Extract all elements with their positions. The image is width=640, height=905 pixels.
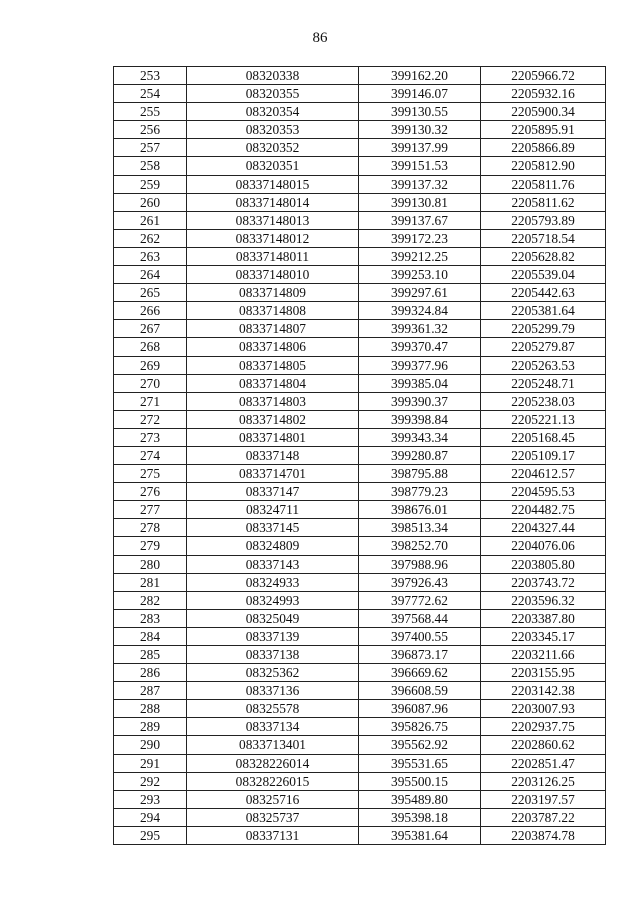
- x-coordinate-cell: 399151.53: [359, 157, 481, 175]
- row-number-cell: 277: [114, 501, 187, 519]
- y-coordinate-cell: 2205793.89: [481, 211, 606, 229]
- point-id-cell: 08320338: [187, 67, 359, 85]
- point-id-cell: 08324933: [187, 573, 359, 591]
- x-coordinate-cell: 397772.62: [359, 591, 481, 609]
- row-number-cell: 275: [114, 465, 187, 483]
- point-id-cell: 08320352: [187, 139, 359, 157]
- table-row: [114, 193, 606, 211]
- y-coordinate-cell: 2205238.03: [481, 392, 606, 410]
- table-row: [114, 446, 606, 464]
- table-row: [114, 573, 606, 591]
- table-row: [114, 555, 606, 573]
- x-coordinate-cell: 399172.23: [359, 229, 481, 247]
- table-row: [114, 537, 606, 555]
- table-row: [114, 103, 606, 121]
- y-coordinate-cell: 2205900.34: [481, 103, 606, 121]
- row-number-cell: 261: [114, 211, 187, 229]
- point-id-cell: 08320353: [187, 121, 359, 139]
- x-coordinate-cell: 395562.92: [359, 736, 481, 754]
- table-row: [114, 826, 606, 844]
- table-row: [114, 302, 606, 320]
- table-row: [114, 772, 606, 790]
- y-coordinate-cell: 2203787.22: [481, 808, 606, 826]
- point-id-cell: 08324993: [187, 591, 359, 609]
- point-id-cell: 08337136: [187, 682, 359, 700]
- x-coordinate-cell: 399390.37: [359, 392, 481, 410]
- row-number-cell: 290: [114, 736, 187, 754]
- x-coordinate-cell: 399137.32: [359, 175, 481, 193]
- row-number-cell: 291: [114, 754, 187, 772]
- y-coordinate-cell: 2203211.66: [481, 646, 606, 664]
- x-coordinate-cell: 399253.10: [359, 266, 481, 284]
- table-row: [114, 157, 606, 175]
- row-number-cell: 278: [114, 519, 187, 537]
- point-id-cell: 08337139: [187, 627, 359, 645]
- y-coordinate-cell: 2205299.79: [481, 320, 606, 338]
- y-coordinate-cell: 2204076.06: [481, 537, 606, 555]
- y-coordinate-cell: 2205248.71: [481, 374, 606, 392]
- point-id-cell: 08337148015: [187, 175, 359, 193]
- row-number-cell: 292: [114, 772, 187, 790]
- y-coordinate-cell: 2205811.76: [481, 175, 606, 193]
- point-id-cell: 08337148013: [187, 211, 359, 229]
- table-row: [114, 229, 606, 247]
- row-number-cell: 283: [114, 609, 187, 627]
- y-coordinate-cell: 2203743.72: [481, 573, 606, 591]
- row-number-cell: 257: [114, 139, 187, 157]
- row-number-cell: 266: [114, 302, 187, 320]
- x-coordinate-cell: 395489.80: [359, 790, 481, 808]
- table-row: [114, 790, 606, 808]
- table-row: [114, 682, 606, 700]
- table-row: [114, 175, 606, 193]
- y-coordinate-cell: 2205221.13: [481, 410, 606, 428]
- row-number-cell: 284: [114, 627, 187, 645]
- x-coordinate-cell: 397926.43: [359, 573, 481, 591]
- row-number-cell: 263: [114, 247, 187, 265]
- x-coordinate-cell: 399370.47: [359, 338, 481, 356]
- y-coordinate-cell: 2205109.17: [481, 446, 606, 464]
- row-number-cell: 256: [114, 121, 187, 139]
- row-number-cell: 259: [114, 175, 187, 193]
- point-id-cell: 08337148: [187, 446, 359, 464]
- x-coordinate-cell: 399130.81: [359, 193, 481, 211]
- point-id-cell: 08324809: [187, 537, 359, 555]
- table-row: [114, 519, 606, 537]
- row-number-cell: 281: [114, 573, 187, 591]
- table-row: [114, 356, 606, 374]
- point-id-cell: 08337143: [187, 555, 359, 573]
- x-coordinate-cell: 398676.01: [359, 501, 481, 519]
- point-id-cell: 08337148014: [187, 193, 359, 211]
- y-coordinate-cell: 2205812.90: [481, 157, 606, 175]
- row-number-cell: 260: [114, 193, 187, 211]
- row-number-cell: 269: [114, 356, 187, 374]
- y-coordinate-cell: 2204612.57: [481, 465, 606, 483]
- table-row: [114, 754, 606, 772]
- y-coordinate-cell: 2202860.62: [481, 736, 606, 754]
- x-coordinate-cell: 399343.34: [359, 428, 481, 446]
- y-coordinate-cell: 2204327.44: [481, 519, 606, 537]
- x-coordinate-cell: 399130.32: [359, 121, 481, 139]
- x-coordinate-cell: 399212.25: [359, 247, 481, 265]
- table-row: [114, 284, 606, 302]
- row-number-cell: 271: [114, 392, 187, 410]
- row-number-cell: 295: [114, 826, 187, 844]
- y-coordinate-cell: 2202851.47: [481, 754, 606, 772]
- row-number-cell: 279: [114, 537, 187, 555]
- point-id-cell: 0833714806: [187, 338, 359, 356]
- point-id-cell: 0833714701: [187, 465, 359, 483]
- row-number-cell: 276: [114, 483, 187, 501]
- x-coordinate-cell: 397568.44: [359, 609, 481, 627]
- y-coordinate-cell: 2205279.87: [481, 338, 606, 356]
- point-id-cell: 08320355: [187, 85, 359, 103]
- x-coordinate-cell: 398513.34: [359, 519, 481, 537]
- point-id-cell: 08324711: [187, 501, 359, 519]
- x-coordinate-cell: 399377.96: [359, 356, 481, 374]
- x-coordinate-cell: 396669.62: [359, 664, 481, 682]
- table-row: [114, 808, 606, 826]
- x-coordinate-cell: 395531.65: [359, 754, 481, 772]
- y-coordinate-cell: 2205811.62: [481, 193, 606, 211]
- point-id-cell: 08337148012: [187, 229, 359, 247]
- y-coordinate-cell: 2205628.82: [481, 247, 606, 265]
- point-id-cell: 08325049: [187, 609, 359, 627]
- row-number-cell: 258: [114, 157, 187, 175]
- page-number: 86: [312, 30, 328, 46]
- row-number-cell: 262: [114, 229, 187, 247]
- point-id-cell: 08325737: [187, 808, 359, 826]
- point-id-cell: 0833714805: [187, 356, 359, 374]
- table-row: [114, 338, 606, 356]
- y-coordinate-cell: 2203197.57: [481, 790, 606, 808]
- x-coordinate-cell: 397400.55: [359, 627, 481, 645]
- x-coordinate-cell: 395381.64: [359, 826, 481, 844]
- y-coordinate-cell: 2203387.80: [481, 609, 606, 627]
- table-row: [114, 483, 606, 501]
- point-id-cell: 0833714801: [187, 428, 359, 446]
- row-number-cell: 253: [114, 67, 187, 85]
- point-id-cell: 08337147: [187, 483, 359, 501]
- table-row: [114, 85, 606, 103]
- row-number-cell: 294: [114, 808, 187, 826]
- row-number-cell: 265: [114, 284, 187, 302]
- table-row: [114, 374, 606, 392]
- row-number-cell: 268: [114, 338, 187, 356]
- table-row: [114, 139, 606, 157]
- row-number-cell: 255: [114, 103, 187, 121]
- row-number-cell: 274: [114, 446, 187, 464]
- point-id-cell: 08337131: [187, 826, 359, 844]
- y-coordinate-cell: 2205718.54: [481, 229, 606, 247]
- x-coordinate-cell: 395500.15: [359, 772, 481, 790]
- point-id-cell: 08337134: [187, 718, 359, 736]
- point-id-cell: 0833714803: [187, 392, 359, 410]
- table-row: [114, 410, 606, 428]
- x-coordinate-cell: 399297.61: [359, 284, 481, 302]
- x-coordinate-cell: 399361.32: [359, 320, 481, 338]
- point-id-cell: 08337148011: [187, 247, 359, 265]
- row-number-cell: 264: [114, 266, 187, 284]
- table-row: [114, 646, 606, 664]
- point-id-cell: 0833714808: [187, 302, 359, 320]
- x-coordinate-cell: 399146.07: [359, 85, 481, 103]
- table-row: [114, 428, 606, 446]
- y-coordinate-cell: 2205932.16: [481, 85, 606, 103]
- x-coordinate-cell: 399130.55: [359, 103, 481, 121]
- point-id-cell: 08328226014: [187, 754, 359, 772]
- row-number-cell: 272: [114, 410, 187, 428]
- row-number-cell: 293: [114, 790, 187, 808]
- row-number-cell: 289: [114, 718, 187, 736]
- point-id-cell: 0833713401: [187, 736, 359, 754]
- table-row: [114, 700, 606, 718]
- x-coordinate-cell: 399398.84: [359, 410, 481, 428]
- point-id-cell: 0833714807: [187, 320, 359, 338]
- point-id-cell: 0833714804: [187, 374, 359, 392]
- x-coordinate-cell: 399280.87: [359, 446, 481, 464]
- row-number-cell: 288: [114, 700, 187, 718]
- y-coordinate-cell: 2205442.63: [481, 284, 606, 302]
- x-coordinate-cell: 395826.75: [359, 718, 481, 736]
- y-coordinate-cell: 2203142.38: [481, 682, 606, 700]
- row-number-cell: 254: [114, 85, 187, 103]
- row-number-cell: 270: [114, 374, 187, 392]
- table-row: [114, 211, 606, 229]
- table-row: [114, 627, 606, 645]
- y-coordinate-cell: 2203596.32: [481, 591, 606, 609]
- point-id-cell: 08337145: [187, 519, 359, 537]
- table-row: [114, 664, 606, 682]
- x-coordinate-cell: 398252.70: [359, 537, 481, 555]
- y-coordinate-cell: 2203345.17: [481, 627, 606, 645]
- x-coordinate-cell: 399137.99: [359, 139, 481, 157]
- row-number-cell: 286: [114, 664, 187, 682]
- x-coordinate-cell: 397988.96: [359, 555, 481, 573]
- y-coordinate-cell: 2203805.80: [481, 555, 606, 573]
- table-row: [114, 247, 606, 265]
- point-id-cell: 08325716: [187, 790, 359, 808]
- y-coordinate-cell: 2203126.25: [481, 772, 606, 790]
- point-id-cell: 08337148010: [187, 266, 359, 284]
- table-row: [114, 320, 606, 338]
- y-coordinate-cell: 2205263.53: [481, 356, 606, 374]
- y-coordinate-cell: 2203155.95: [481, 664, 606, 682]
- y-coordinate-cell: 2205168.45: [481, 428, 606, 446]
- y-coordinate-cell: 2203007.93: [481, 700, 606, 718]
- table-row: [114, 609, 606, 627]
- x-coordinate-cell: 396608.59: [359, 682, 481, 700]
- table-row: [114, 591, 606, 609]
- y-coordinate-cell: 2205895.91: [481, 121, 606, 139]
- y-coordinate-cell: 2203874.78: [481, 826, 606, 844]
- x-coordinate-cell: 396087.96: [359, 700, 481, 718]
- x-coordinate-cell: 396873.17: [359, 646, 481, 664]
- x-coordinate-cell: 398795.88: [359, 465, 481, 483]
- table-row: [114, 392, 606, 410]
- y-coordinate-cell: 2202937.75: [481, 718, 606, 736]
- table-row: [114, 465, 606, 483]
- row-number-cell: 282: [114, 591, 187, 609]
- coordinate-table-body: [114, 67, 606, 845]
- table-row: [114, 501, 606, 519]
- point-id-cell: 08337138: [187, 646, 359, 664]
- row-number-cell: 287: [114, 682, 187, 700]
- table-row: [114, 67, 606, 85]
- row-number-cell: 273: [114, 428, 187, 446]
- point-id-cell: 08325578: [187, 700, 359, 718]
- row-number-cell: 267: [114, 320, 187, 338]
- point-id-cell: 08320354: [187, 103, 359, 121]
- y-coordinate-cell: 2205866.89: [481, 139, 606, 157]
- table-row: [114, 718, 606, 736]
- point-id-cell: 0833714809: [187, 284, 359, 302]
- point-id-cell: 0833714802: [187, 410, 359, 428]
- table-row: [114, 736, 606, 754]
- x-coordinate-cell: 399385.04: [359, 374, 481, 392]
- point-id-cell: 08328226015: [187, 772, 359, 790]
- table-row: [114, 121, 606, 139]
- table-row: [114, 266, 606, 284]
- coordinate-table: [113, 66, 606, 845]
- y-coordinate-cell: 2205381.64: [481, 302, 606, 320]
- x-coordinate-cell: 399137.67: [359, 211, 481, 229]
- row-number-cell: 285: [114, 646, 187, 664]
- x-coordinate-cell: 399324.84: [359, 302, 481, 320]
- row-number-cell: 280: [114, 555, 187, 573]
- x-coordinate-cell: 398779.23: [359, 483, 481, 501]
- y-coordinate-cell: 2204595.53: [481, 483, 606, 501]
- y-coordinate-cell: 2205539.04: [481, 266, 606, 284]
- x-coordinate-cell: 399162.20: [359, 67, 481, 85]
- point-id-cell: 08325362: [187, 664, 359, 682]
- y-coordinate-cell: 2205966.72: [481, 67, 606, 85]
- x-coordinate-cell: 395398.18: [359, 808, 481, 826]
- point-id-cell: 08320351: [187, 157, 359, 175]
- y-coordinate-cell: 2204482.75: [481, 501, 606, 519]
